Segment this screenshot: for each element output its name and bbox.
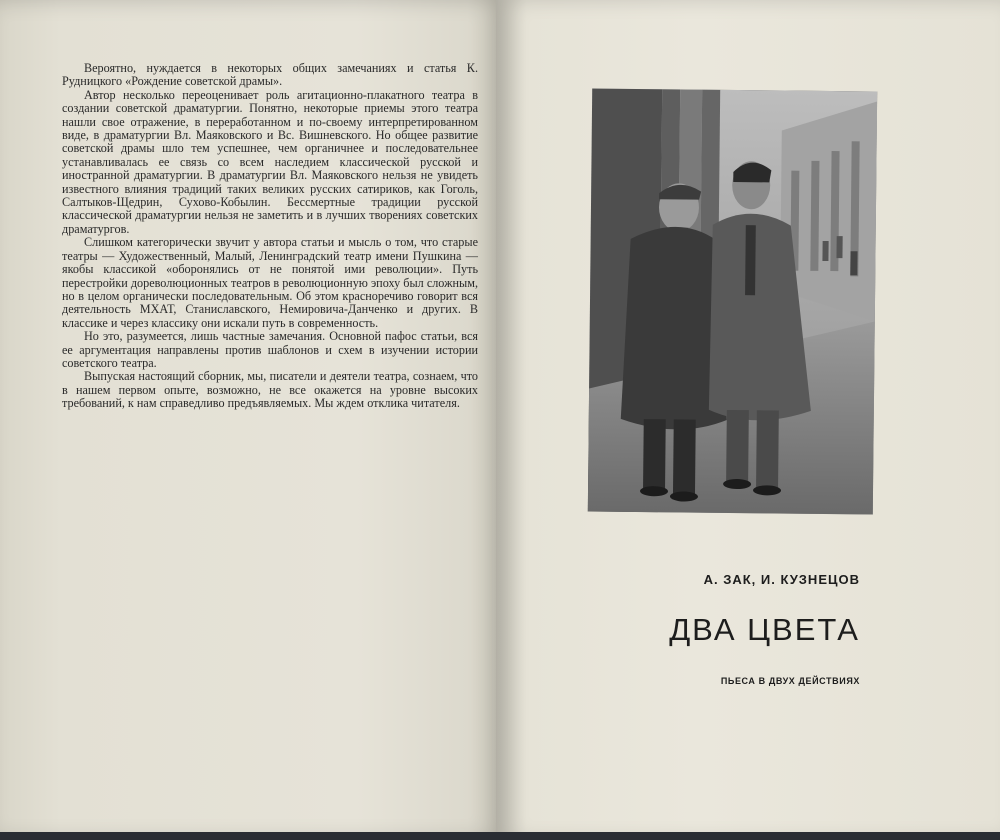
paragraph: Выпуская настоящий сборник, мы, писатели и деятели театра, сознаем, что в нашем первом опыте, возможно, не все окажется на уровне высоких требований, к нам справедливо предъявляемых. Мы ждем отклика читателя. <box>62 369 478 411</box>
play-subtitle: ПЬЕСА В ДВУХ ДЕЙСТВИЯХ <box>720 676 860 686</box>
paragraph: Слишком категорически звучит у автора статьи и мысль о том, что старые театры — Художественный, Малый, Ленинградский театр имени Пушкина — якобы классикой «оборонялись от не понятой ими революции». Путь перестройки дореволюционных театров в революционную эпоху был сложным, но в целом органически последовательным. Об этом красноречиво говорит вся деятельность МХАТ, Станиславского, Немировича-Данченко и других. В классике и через классику они искали путь в современность. <box>62 235 478 330</box>
paragraph: Но это, разумеется, лишь частные замечания. Основной пафос статьи, вся ее аргументация направлены против шаблонов и схем в изучении истории советского театра. <box>62 329 478 370</box>
paragraph: Вероятно, нуждается в некоторых общих замечаниях и статья К. Рудницкого «Рождение советской драмы». <box>62 61 478 89</box>
book-bottom-edge <box>0 832 1000 840</box>
play-title: ДВА ЦВЕТА <box>669 612 860 647</box>
left-page-text <box>62 62 478 411</box>
photo-illustration <box>588 89 877 515</box>
authors-line: А. ЗАК, И. КУЗНЕЦОВ <box>703 572 860 587</box>
paragraph: Автор несколько переоценивает роль агитационно-плакатного театра в создании советской драматургии. Понятно, некоторые приемы этого театра нашли свое отражение, в переработанном и по-своему интерпретированном виде, в драматургии Вл. Маяковского и Вс. Вишневского. Но общее развитие советской драмы шло тем успешнее, чем органичнее и последовательнее устанавливалась ее связь со всем наследием классической русской и иностранной драматургии. В драматургии Вл. Маяковского нельзя не увидеть известного влияния традиций таких великих русских сатириков, как Гоголь, Салтыков-Щедрин, Сухово-Кобылин. Бессмертные традиции русской классической драматургии нельзя не заметить и в лучших творениях советских драматургов. <box>62 87 478 236</box>
authors-photograph <box>588 89 877 515</box>
